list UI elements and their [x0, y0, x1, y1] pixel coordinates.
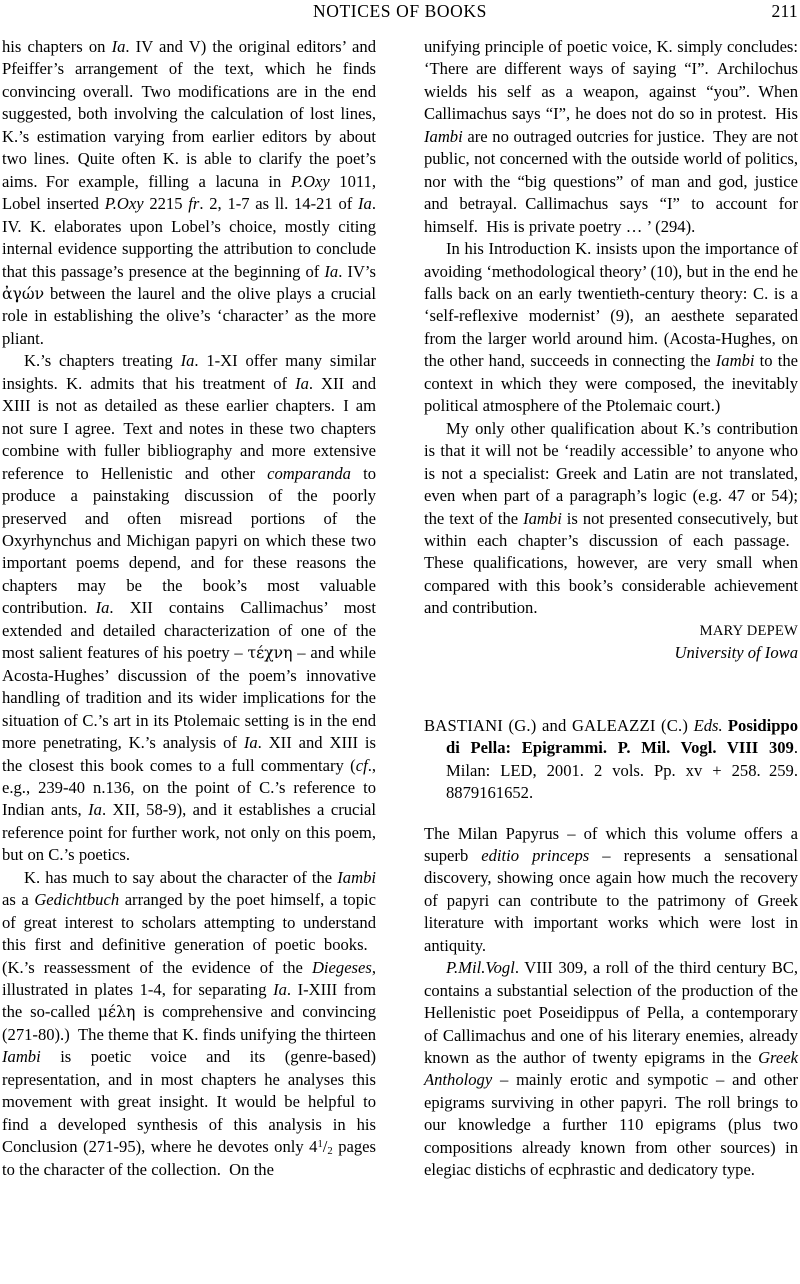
reviewer-name: MARY DEPEW — [699, 622, 798, 639]
running-head — [0, 0, 800, 30]
italic-text: Gedichtbuch — [34, 890, 120, 910]
italic-text: Ia — [180, 351, 195, 371]
body-paragraph: his chapters on Ia. IV and V) the original editors’ and Pfeiffer’s arrangement of the text, which he finds convincing overall. Two modifications are in the end suggested, both involving the calculation of lost lines, K.’s estimation varying from earlier editors by about two lines. Quite often K. is able to clarify the poet’s aims. For example, filling a lacuna in P.Oxy 1011, Lobel inserted P.Oxy 2215 fr. 2, 1-7 as ll. 14-21 of Ia. IV. K. elaborates upon Lobel’s choice, mostly citing internal evidence supporting the attribution to conclude that this passage’s presence at the beginning of Ia. IV’s ἀγών between the laurel and the olive plays a crucial role in establishing the olive’s ‘character’ as the more pliant. — [2, 37, 377, 348]
italic-text: Iambi — [337, 867, 376, 887]
book-imprint: . Milan: LED, 2001. 2 vols. Pp. xv + 258. 259. 8879161652. — [446, 738, 798, 803]
page-number: 211 — [771, 1, 798, 21]
italic-text: Greek Anthology — [424, 1048, 798, 1090]
italic-text: Diegeses — [311, 957, 372, 977]
italic-text: Iambi — [523, 508, 562, 528]
book-title: Posidippo di Pella: Epigrammi. P. Mil. Vogl. VIII 309 — [446, 715, 798, 758]
italic-text: Ia — [95, 598, 110, 618]
new-review-paragraphs — [424, 823, 798, 1182]
review-separator — [424, 665, 798, 715]
italic-text: Ia — [295, 373, 309, 393]
book-editors-label: Eds. — [693, 715, 723, 735]
body-paragraph: My only other qualification about K.’s contribution is that it will not be ‘readily accessible’ to anyone who is not a specialist: Greek and Latin are not translated, even when part of a paragraph’s logic (e.g. 47 or 54); the text of the Iambi is not presented consecutively, but within each chapter’s discussion of each passage. These qualifications, however, are very small when compared with this book’s considerable achievement and contribution. — [424, 418, 798, 618]
italic-text: P.Oxy — [290, 171, 330, 191]
body-paragraph: The Milan Papyrus – of which this volume offers a superb editio princeps – represents a sensational discovery, showing once again how much the recovery of papyri can contribute to the patrimony of Greek literature with important works which were lost in antiquity. — [424, 823, 798, 955]
italic-text: fr — [188, 194, 200, 214]
book-authors: BASTIANI (G.) and GALEAZZI (C.) — [424, 715, 694, 735]
review-signature — [424, 620, 798, 665]
italic-text: Ia — [273, 980, 287, 1000]
italic-text: P.Oxy — [104, 194, 144, 214]
left-column-paragraphs — [2, 36, 376, 1181]
italic-text: Iambi — [424, 126, 463, 146]
body-paragraph: unifying principle of poetic voice, K. simply concludes: ‘There are different ways of saying “I”. Archilochus wields his self as a weapon, against “you”. When Callimachus says “I”, he does not do so in protest. His Iambi are no outraged outcries for justice. They are not public, not concerned with the outside world of politics, nor with the “big questions” of man and god, justice and betrayal. Callimachus says “I” to account for himself. His is private poetry … ’ (294). — [424, 37, 798, 236]
body-paragraph: In his Introduction K. insists upon the importance of avoiding ‘methodological theory’ (10), but in the end he falls back on an early twentieth-century theory: C. is a ‘self-reflexive modernist’ (9), an aesthete separated from the larger world around him. (Acosta-Hughes, on the other hand, succeeds in connecting the Iambi to the context in which they were composed, the inevitably political atmosphere of the Ptolemaic court.) — [424, 239, 798, 416]
italic-text: Ia — [243, 733, 258, 753]
italic-text: Iambi — [2, 1047, 41, 1067]
italic-text: Ia — [111, 37, 126, 56]
italic-text: Iambi — [715, 351, 755, 371]
book-heading — [424, 715, 798, 805]
body-paragraph: P.Mil.Vogl. VIII 309, a roll of the third century BC, contains a substantial selection of the production of the Hellenistic poet Poseidippus of Pella, a contemporary of Callimachus and one of his literary enemies, already known as the author of twenty epigrams in the Greek Anthology – mainly erotic and sympotic – and other epigrams surviving in other papyri. The roll brings to our knowledge a further 110 epigrams (plus two compositions already known from other sources) in elegiac distichs of ecphrastic and dedicatory type. — [424, 958, 798, 1180]
body-paragraph: K. has much to say about the character of the Iambi as a Gedichtbuch arranged by the poet himself, a topic of great interest to scholars attempting to understand this first and definitive generation of poetic books. (K.’s reassessment of the evidence of the Diegeses, illustrated in plates 1-4, for separating Ia. I-XIII from the so-called μέλη is comprehensive and convincing (271-80).) The theme that K. finds unifying the thirteen Iambi is poetic voice and its (genre-based) representation, and in most chapters he analyses this movement with great insight. It would be helpful to find a developed synthesis of this analysis in his Conclusion (271-95), where he devotes only $4^1/_2$ pages to the character of the collection. On the — [2, 867, 377, 1179]
reviewer-affiliation: University of Iowa — [674, 643, 798, 663]
italic-text: comparanda — [267, 463, 351, 483]
right-column — [424, 36, 800, 1182]
italic-text: editio princeps — [481, 845, 590, 865]
italic-text: P.Mil.Vogl — [446, 958, 515, 978]
greek-text: ἀγών — [2, 284, 45, 303]
left-column — [0, 36, 376, 1181]
greek-text: τέχνη — [247, 644, 293, 663]
greek-text: μέλη — [97, 1003, 136, 1022]
italic-text: cf — [355, 755, 368, 775]
right-column-paragraphs — [424, 36, 798, 620]
italic-text: Ia — [358, 194, 372, 214]
fraction: $4^1/_2$ — [309, 1137, 333, 1158]
italic-text: Ia — [324, 261, 339, 281]
italic-text: Ia — [88, 800, 102, 820]
body-paragraph: K.’s chapters treating Ia. 1-XI offer many similar insights. K. admits that his treatment of Ia. XII and XIII is not as detailed as these earlier chapters. I am not sure I agree. Text and notes in these two chapters combine with fuller bibliography and more extensive reference to Hellenistic and other comparanda to produce a painstaking discussion of the poorly preserved and often misread portions of the Oxyrhynchus and Michigan papyri on which these two important poems depend, and for these reasons the chapters may be the book’s most valuable contribution. Ia. XII contains Callimachus’ most extended and detailed characterization of one of the most salient features of his poetry – τέχνη – and while Acosta-Hughes’ discussion of the poem’s innovative handling of tradition and its wider implications for the situation of C.’s art in its Ptolemaic setting is in the end more penetrating, K.’s analysis of Ia. XII and XIII is the closest this book comes to a full commentary (cf., e.g., 239-40 n.136, on the point of C.’s reference to Indian ants, Ia. XII, 58-9), and it establishes a crucial reference point for further work, not only on this poem, but on C.’s poetics. — [2, 351, 376, 865]
two-column-body — [0, 36, 800, 1284]
running-head-title: NOTICES OF BOOKS — [313, 1, 487, 21]
